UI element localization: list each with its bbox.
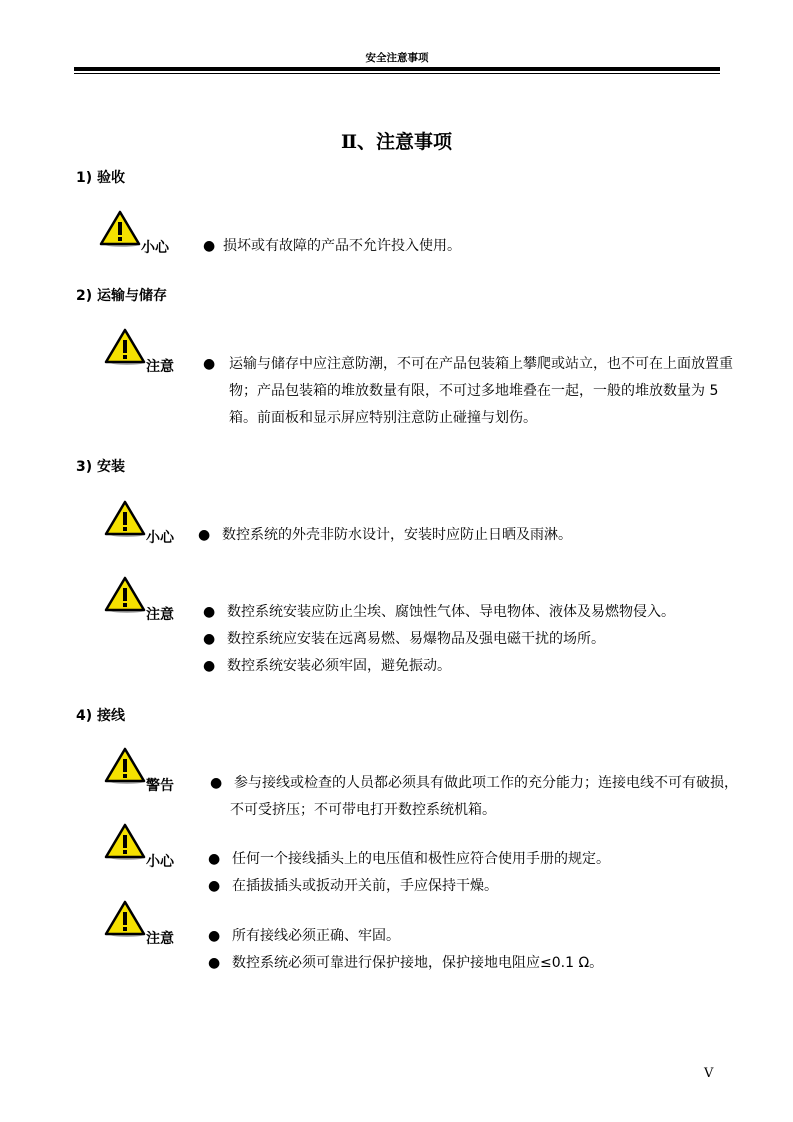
bullet-icon: ● bbox=[208, 878, 221, 894]
bullet-icon: ● bbox=[203, 658, 216, 674]
bullet-icon: ● bbox=[203, 356, 216, 372]
section-heading: 3) 安装 bbox=[76, 459, 126, 475]
notice-item-text: 损坏或有故障的产品不允许投入使用。 bbox=[223, 238, 461, 254]
bullet-icon: ● bbox=[198, 527, 211, 543]
section-heading: 1) 验收 bbox=[76, 170, 126, 186]
notice-item bbox=[203, 233, 723, 260]
notice-level-label: 注意 bbox=[146, 359, 174, 375]
page-header: 安全注意事项 bbox=[365, 52, 429, 64]
notice-item-text: 任何一个接线插头上的电压值和极性应符合使用手册的规定。 bbox=[232, 851, 610, 867]
notice-item bbox=[208, 950, 728, 977]
notice-level-label: 警告 bbox=[146, 778, 174, 794]
bullet-icon: ● bbox=[210, 775, 223, 791]
warning-triangle-icon bbox=[104, 500, 146, 538]
notice-item bbox=[198, 522, 718, 549]
bullet-icon: ● bbox=[208, 928, 221, 944]
notice-item-text: 数控系统安装应防止尘埃、腐蚀性气体、导电物体、液体及易燃物侵入。 bbox=[227, 604, 675, 620]
notice-item-text: 参与接线或检查的人员都必须具有做此项工作的充分能力；连接电线不可有破损，不可受挤压；不可带电打开数控系统机箱。 bbox=[230, 775, 738, 818]
notice-level-label: 小心 bbox=[141, 240, 169, 256]
notice-item bbox=[203, 653, 723, 680]
notice-item-text: 数控系统应安装在远离易燃、易爆物品及强电磁干扰的场所。 bbox=[227, 631, 605, 647]
bullet-icon: ● bbox=[203, 604, 216, 620]
notice-item-text: 所有接线必须正确、牢固。 bbox=[232, 928, 400, 944]
bullet-icon: ● bbox=[203, 238, 216, 254]
notice-item bbox=[210, 770, 740, 824]
notice-item-text: 在插拔插头或扳动开关前，手应保持干燥。 bbox=[232, 878, 498, 894]
notice-item-text: 数控系统的外壳非防水设计，安装时应防止日晒及雨淋。 bbox=[222, 527, 572, 543]
notice-item bbox=[203, 351, 749, 432]
notice-item-text: 运输与储存中应注意防潮，不可在产品包装箱上攀爬或站立，也不可在上面放置重物；产品包装箱的堆放数量有限，不可过多地堆叠在一起，一般的堆放数量为 5 箱。前面板和显示屏应特别注意防止碰撞与划伤。 bbox=[229, 356, 733, 426]
header-rule-thick bbox=[74, 67, 720, 71]
notice-item bbox=[208, 846, 728, 873]
notice-item bbox=[208, 923, 728, 950]
warning-triangle-icon bbox=[104, 747, 146, 785]
notice-level-label: 注意 bbox=[146, 931, 174, 947]
page-number: V bbox=[704, 1066, 714, 1081]
notice-item-text: 数控系统安装必须牢固，避免振动。 bbox=[227, 658, 451, 674]
warning-triangle-icon bbox=[104, 328, 146, 366]
section-heading: 4) 接线 bbox=[76, 708, 126, 724]
notice-item-text: 数控系统必须可靠进行保护接地，保护接地电阻应≤0.1 Ω。 bbox=[232, 955, 604, 971]
notice-level-label: 小心 bbox=[146, 854, 174, 870]
bullet-icon: ● bbox=[203, 631, 216, 647]
notice-item bbox=[208, 873, 728, 900]
notice-item bbox=[203, 599, 733, 626]
notice-level-label: 注意 bbox=[146, 607, 174, 623]
section-heading: 2) 运输与储存 bbox=[76, 288, 168, 304]
bullet-icon: ● bbox=[208, 955, 221, 971]
notice-level-label: 小心 bbox=[146, 530, 174, 546]
bullet-icon: ● bbox=[208, 851, 221, 867]
warning-triangle-icon bbox=[104, 576, 146, 614]
page-title: Ⅱ、注意事项 bbox=[340, 131, 452, 153]
warning-triangle-icon bbox=[99, 210, 141, 248]
header-rule-thin bbox=[74, 73, 720, 74]
warning-triangle-icon bbox=[104, 823, 146, 861]
warning-triangle-icon bbox=[104, 900, 146, 938]
notice-item bbox=[203, 626, 723, 653]
